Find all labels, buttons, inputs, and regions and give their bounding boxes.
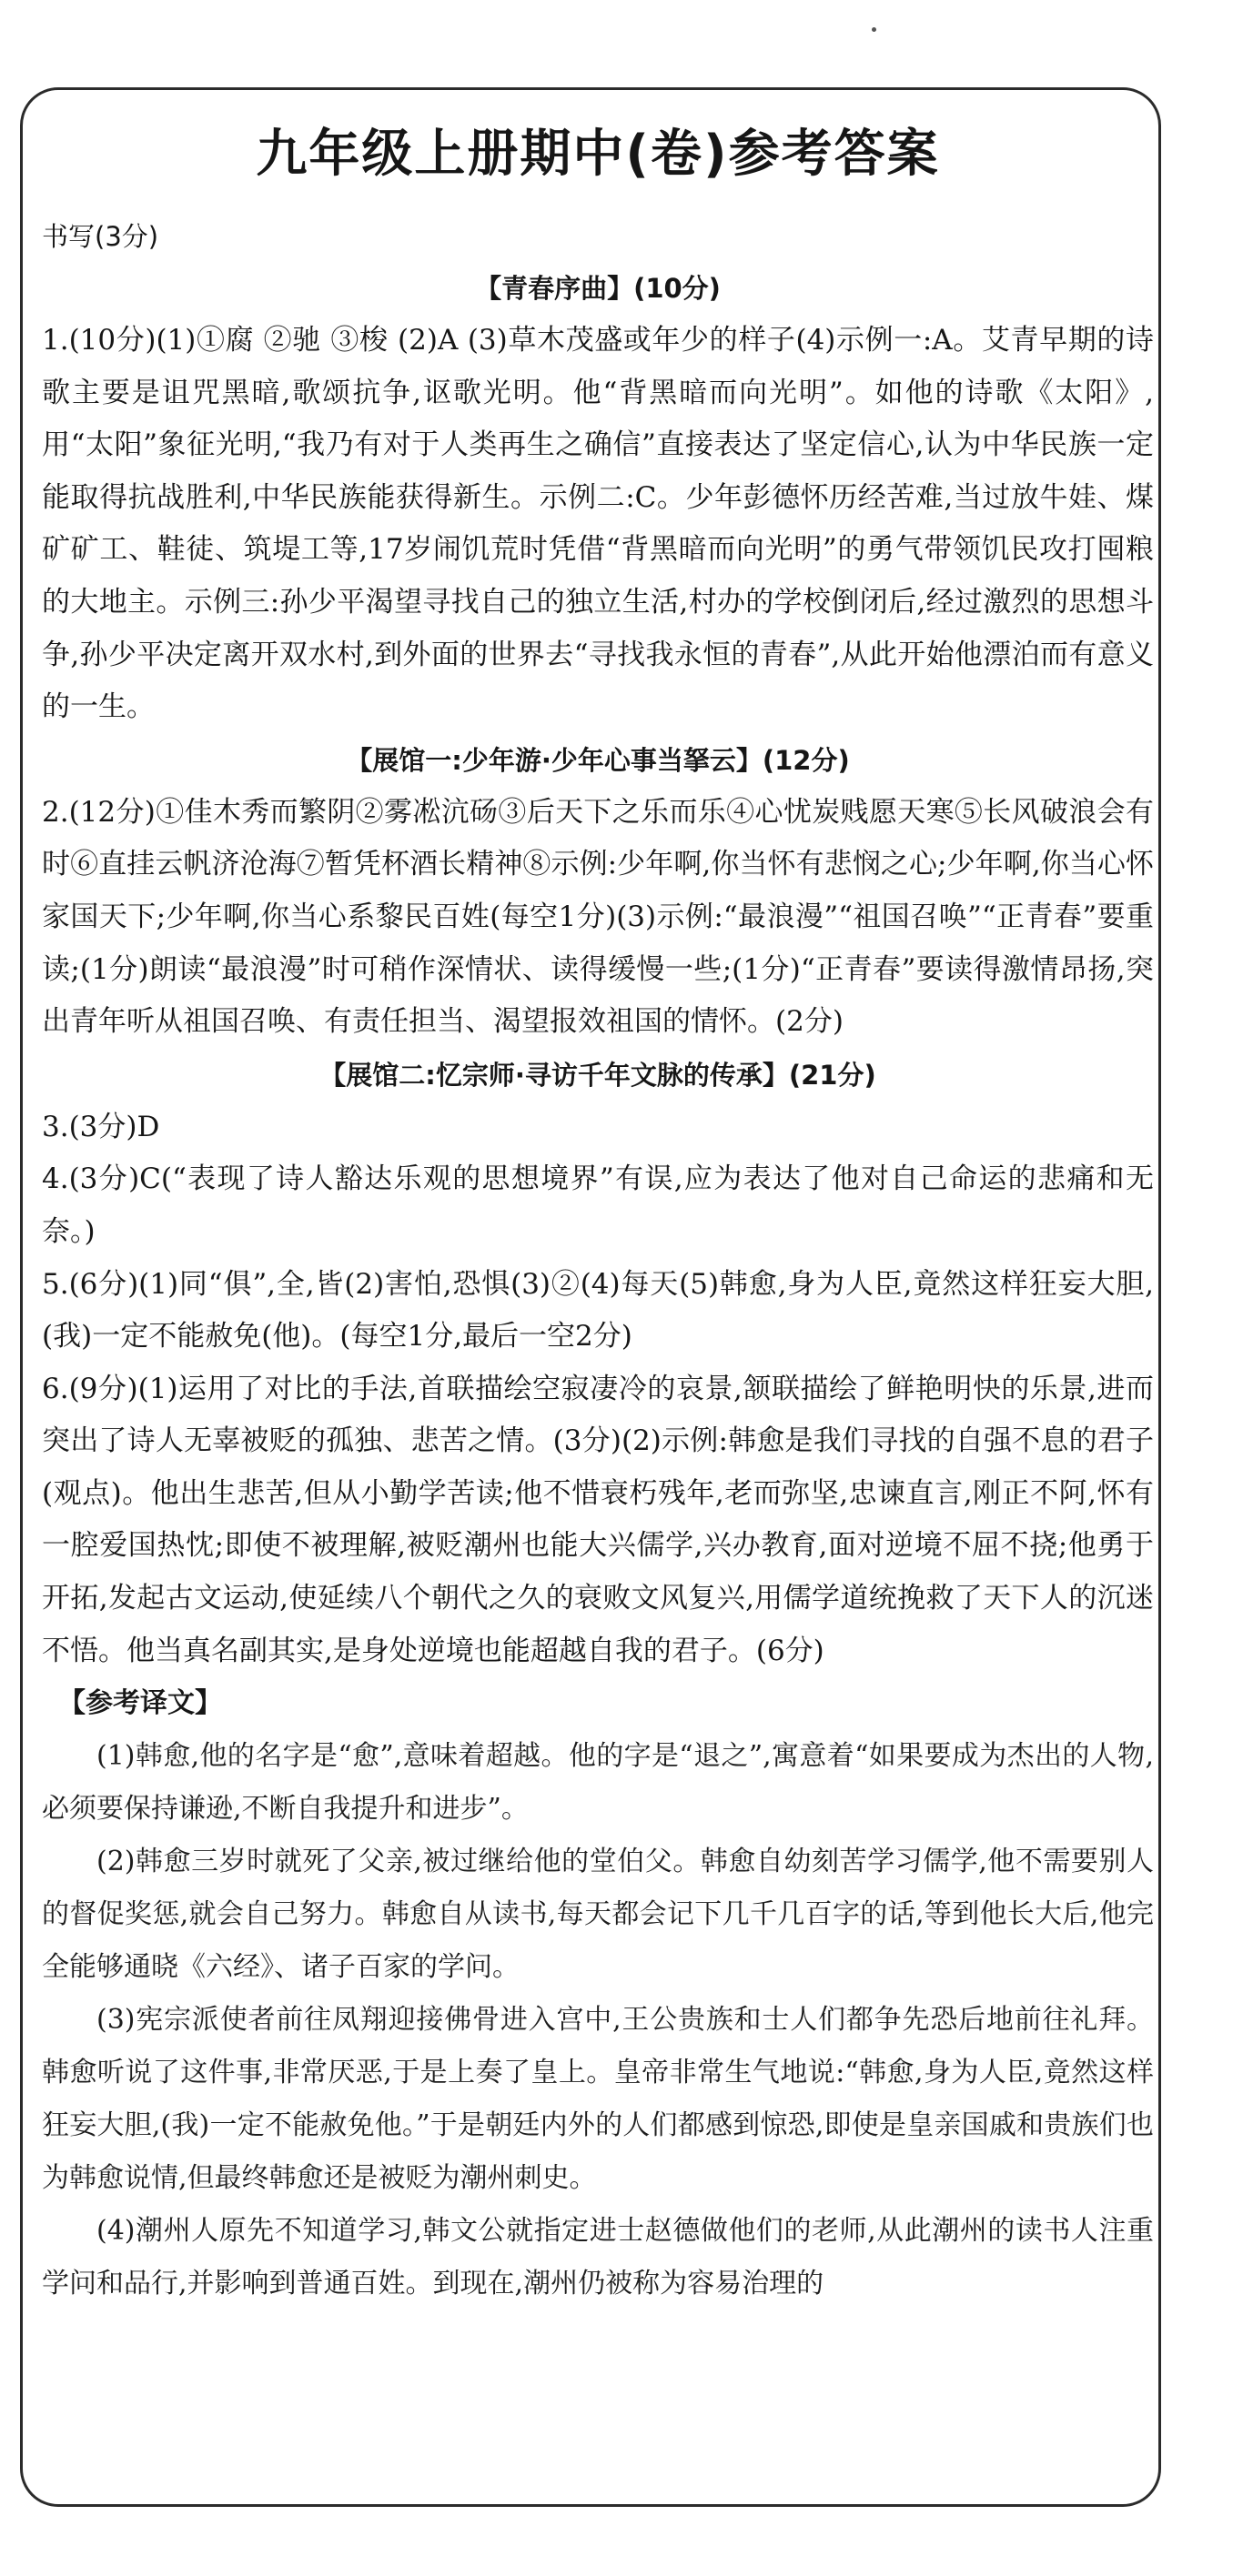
section-heading-zhanguan2: 【展馆二:忆宗师·寻访千年文脉的传承】(21分) — [319, 1059, 876, 1091]
writing-score: 书写(3分) — [42, 221, 159, 252]
answer-sheet — [42, 118, 1154, 2310]
section-heading-zhanguan1: 【展馆一:少年游·少年心事当拏云】(12分) — [346, 744, 850, 776]
answer-4: 4.(3分)C(“表现了诗人豁达乐观的思想境界”有误,应为表达了他对自己命运的悲痛和无奈。) — [42, 1162, 1154, 1248]
section-heading-qingchun: 【青春序曲】(10分) — [475, 273, 721, 304]
answer-1: 1.(10分)(1)①腐 ②驰 ③梭 (2)A (3)草木茂盛或年少的样子(4)示例一:A。艾青早期的诗歌主要是诅咒黑暗,歌颂抗争,讴歌光明。他“背黑暗而向光明”。如他的诗歌《太阳》,用“太阳”象征光明,“我乃有对于人类再生之确信”直接表达了坚定信心,认为中华民族一定能取得抗战胜利,中华民族能获得新生。示例二:C。少年彭德怀历经苦难,当过放牛娃、煤矿矿工、鞋徒、筑堤工等,17岁闹饥荒时凭借“背黑暗而向光明”的勇气带领饥民攻打囤粮的大地主。示例三:孙少平渴望寻找自己的独立生活,村办的学校倒闭后,经过激烈的思想斗争,孙少平决定离开双水村,到外面的世界去“寻找我永恒的青春”,从此开始他漂泊而有意义的一生。 — [42, 324, 1154, 724]
page-title: 九年级上册期中(卷)参考答案 — [256, 125, 940, 184]
translation-heading: 【参考译文】 — [58, 1687, 222, 1720]
translation-paragraph-2: (2)韩愈三岁时就死了父亲,被过继给他的堂伯父。韩愈自幼刻苦学习儒学,他不需要别人的督促奖惩,就会自己努力。韩愈自从读书,每天都会记下几千几百字的话,等到他长大后,他完全能够通晓《六经》、诸子百家的学问。 — [42, 1846, 1154, 1984]
scan-speck — [872, 27, 876, 32]
answer-3: 3.(3分)D — [42, 1110, 160, 1143]
answer-2: 2.(12分)①佳木秀而繁阴②雾凇沆砀③后天下之乐而乐④心忧炭贱愿天寒⑤长风破浪会有时⑥直挂云帆济沧海⑦暂凭杯酒长精神⑧示例:少年啊,你当怀有悲悯之心;少年啊,你当心怀家国天下;少年啊,你当心系黎民百姓(每空1分)(3)示例:“最浪漫”“祖国召唤”“正青春”要重读;(1分)朗读“最浪漫”时可稍作深情状、读得缓慢一些;(1分)“正青春”要读得激情昂扬,突出青年听从祖国召唤、有责任担当、渴望报效祖国的情怀。(2分) — [42, 795, 1154, 1039]
translation-paragraph-3: (3)宪宗派使者前往凤翔迎接佛骨进入宫中,王公贵族和士人们都争先恐后地前往礼拜。韩愈听说了这件事,非常厌恶,于是上奏了皇上。皇帝非常生气地说:“韩愈,身为人臣,竟然这样狂妄大胆,(我)一定不能赦免他。”于是朝廷内外的人们都感到惊恐,即使是皇亲国戚和贵族们也为韩愈说情,但最终韩愈还是被贬为潮州刺史。 — [42, 2004, 1154, 2195]
translation-paragraph-4: (4)潮州人原先不知道学习,韩文公就指定进士赵德做他们的老师,从此潮州的读书人注重学问和品行,并影响到普通百姓。到现在,潮州仍被称为容易治理的 — [42, 2215, 1154, 2300]
translation-paragraph-1: (1)韩愈,他的名字是“愈”,意味着超越。他的字是“退之”,寓意着“如果要成为杰出的人物,必须要保持谦逊,不断自我提升和进步”。 — [42, 1740, 1154, 1826]
answer-6: 6.(9分)(1)运用了对比的手法,首联描绘空寂凄冷的哀景,颔联描绘了鲜艳明快的乐景,进而突出了诗人无辜被贬的孤独、悲苦之情。(3分)(2)示例:韩愈是我们寻找的自强不息的君子(观点)。他出生悲苦,但从小勤学苦读;他不惜衰朽残年,老而弥坚,忠谏直言,刚正不阿,怀有一腔爱国热忱;即使不被理解,被贬潮州也能大兴儒学,兴办教育,面对逆境不屈不挠;他勇于开拓,发起古文运动,使延续八个朝代之久的衰败文风复兴,用儒学道统挽救了天下人的沉迷不悟。他当真名副其实,是身处逆境也能超越自我的君子。(6分) — [42, 1372, 1154, 1667]
answer-5: 5.(6分)(1)同“俱”,全,皆(2)害怕,恐惧(3)②(4)每天(5)韩愈,身为人臣,竟然这样狂妄大胆,(我)一定不能赦免(他)。(每空1分,最后一空2分) — [42, 1267, 1154, 1353]
